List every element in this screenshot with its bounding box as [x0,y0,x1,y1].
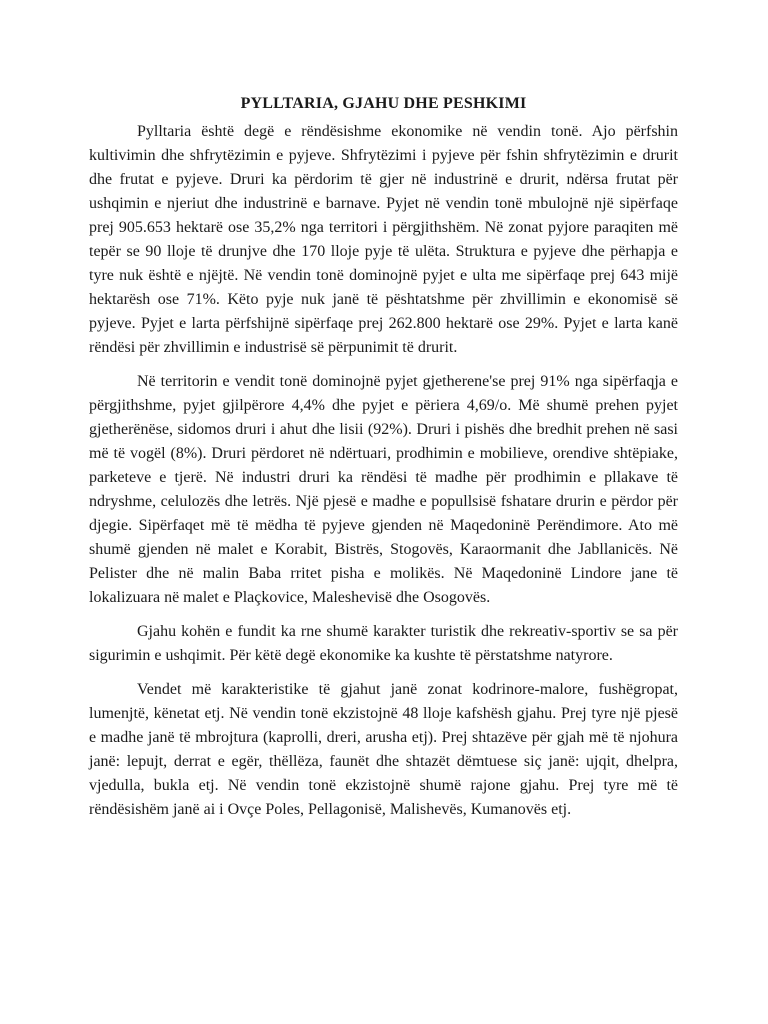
paragraph-forest-types: Në territorin e vendit tonë dominojnë pyjet gjetherene'se prej 91% nga sipërfaqja e përgjithshme, pyjet gjilpërore 4,4% dhe pyjet e përiera 4,69/o. Më shumë prehen pyjet gjetherënëse, sidomos druri i ahut dhe lisii (92%). Druri i pishës dhe bredhit prehen në sasi më të vogël (8%). Druri përdoret në ndërtuari, prodhimin e mobilieve, orendive shtëpiake, parketeve e tjerë. Në industri druri ka rëndësi të madhe për prodhimin e pllakave të ndryshme, celulozës dhe letrës. Një pjesë e madhe e popullsisë fshatare drurin e përdor për djegie. Sipërfaqet më të mëdha të pyjeve gjenden në Maqedoninë Perëndimore. Ato më shumë gjenden në malet e Korabit, Bistrës, Stogovës, Karaormanit dhe Jabllanicës. Në Pelister dhe në malin Baba rritet pisha e molikës. Në Maqedoninë Lindore jane të lokalizuara në malet e Plaçkovice, Maleshevisë dhe Osogovës. [89,373,678,606]
paragraph-hunting-regions: Vendet më karakteristike të gjahut janë zonat kodrinore-malore, fushëgropat, lumenjtë, kënetat etj. Në vendin tonë ekzistojnë 48 lloje kafshësh gjahu. Prej tyre një pjesë e madhe janë të mbrojtura (kaprolli, dreri, arusha etj). Prej shtazëve për gjah më të njohura janë: lepujt, derrat e egër, thëllëza, faunët dhe shtazët dëmtuese siç janë: ujqit, dhelpra, vjedulla, bukla etj. Në vendin tonë ekzistojnë shumë rajone gjahu. Prej tyre më të rëndësishëm janë ai i Ovçe Poles, Pellagonisë, Malishevës, Kumanovës etj. [89,681,678,818]
document-title: PYLLTARIA, GJAHU DHE PESHKIMI [240,95,527,112]
document-body [89,92,678,832]
paragraph-forestry: Pylltaria është degë e rëndësishme ekonomike në vendin tonë. Ajo përfshin kultivimin dhe shfrytëzimin e pyjeve. Shfrytëzimi i pyjeve për fshin shfrytëzimin e drurit dhe frutat e pyjeve. Druri ka përdorim të gjer në industrinë e drurit, ndërsa frutat për ushqimin e njeriut dhe industrinë e barnave. Pyjet në vendin tonë mbulojnë një sipërfaqe prej 905.653 hektarë ose 35,2% nga territori i përgjithshëm. Në zonat pyjore paraqiten më tepër se 90 lloje të drunjve dhe 170 lloje pyje të ulëta. Struktura e pyjeve dhe përhapja e tyre nuk është e njëjtë. Në vendin tonë dominojnë pyjet e ulta me sipërfaqe prej 643 mijë hektarësh ose 71%. Këto pyje nuk janë të pështatshme për zhvillimin e ekonomisë së pyjeve. Pyjet e larta përfshijnë sipërfaqe prej 262.800 hektarë ose 29%. Pyjet e larta kanë rëndësi për zhvillimin e industrisë së përpunimit të drurit. [89,123,678,356]
paragraph-hunting-intro: Gjahu kohën e fundit ka rne shumë karakter turistik dhe rekreativ-sportiv se sa për sigurimin e ushqimit. Për këtë degë ekonomike ka kushte të përstatshme natyrore. [89,623,678,664]
